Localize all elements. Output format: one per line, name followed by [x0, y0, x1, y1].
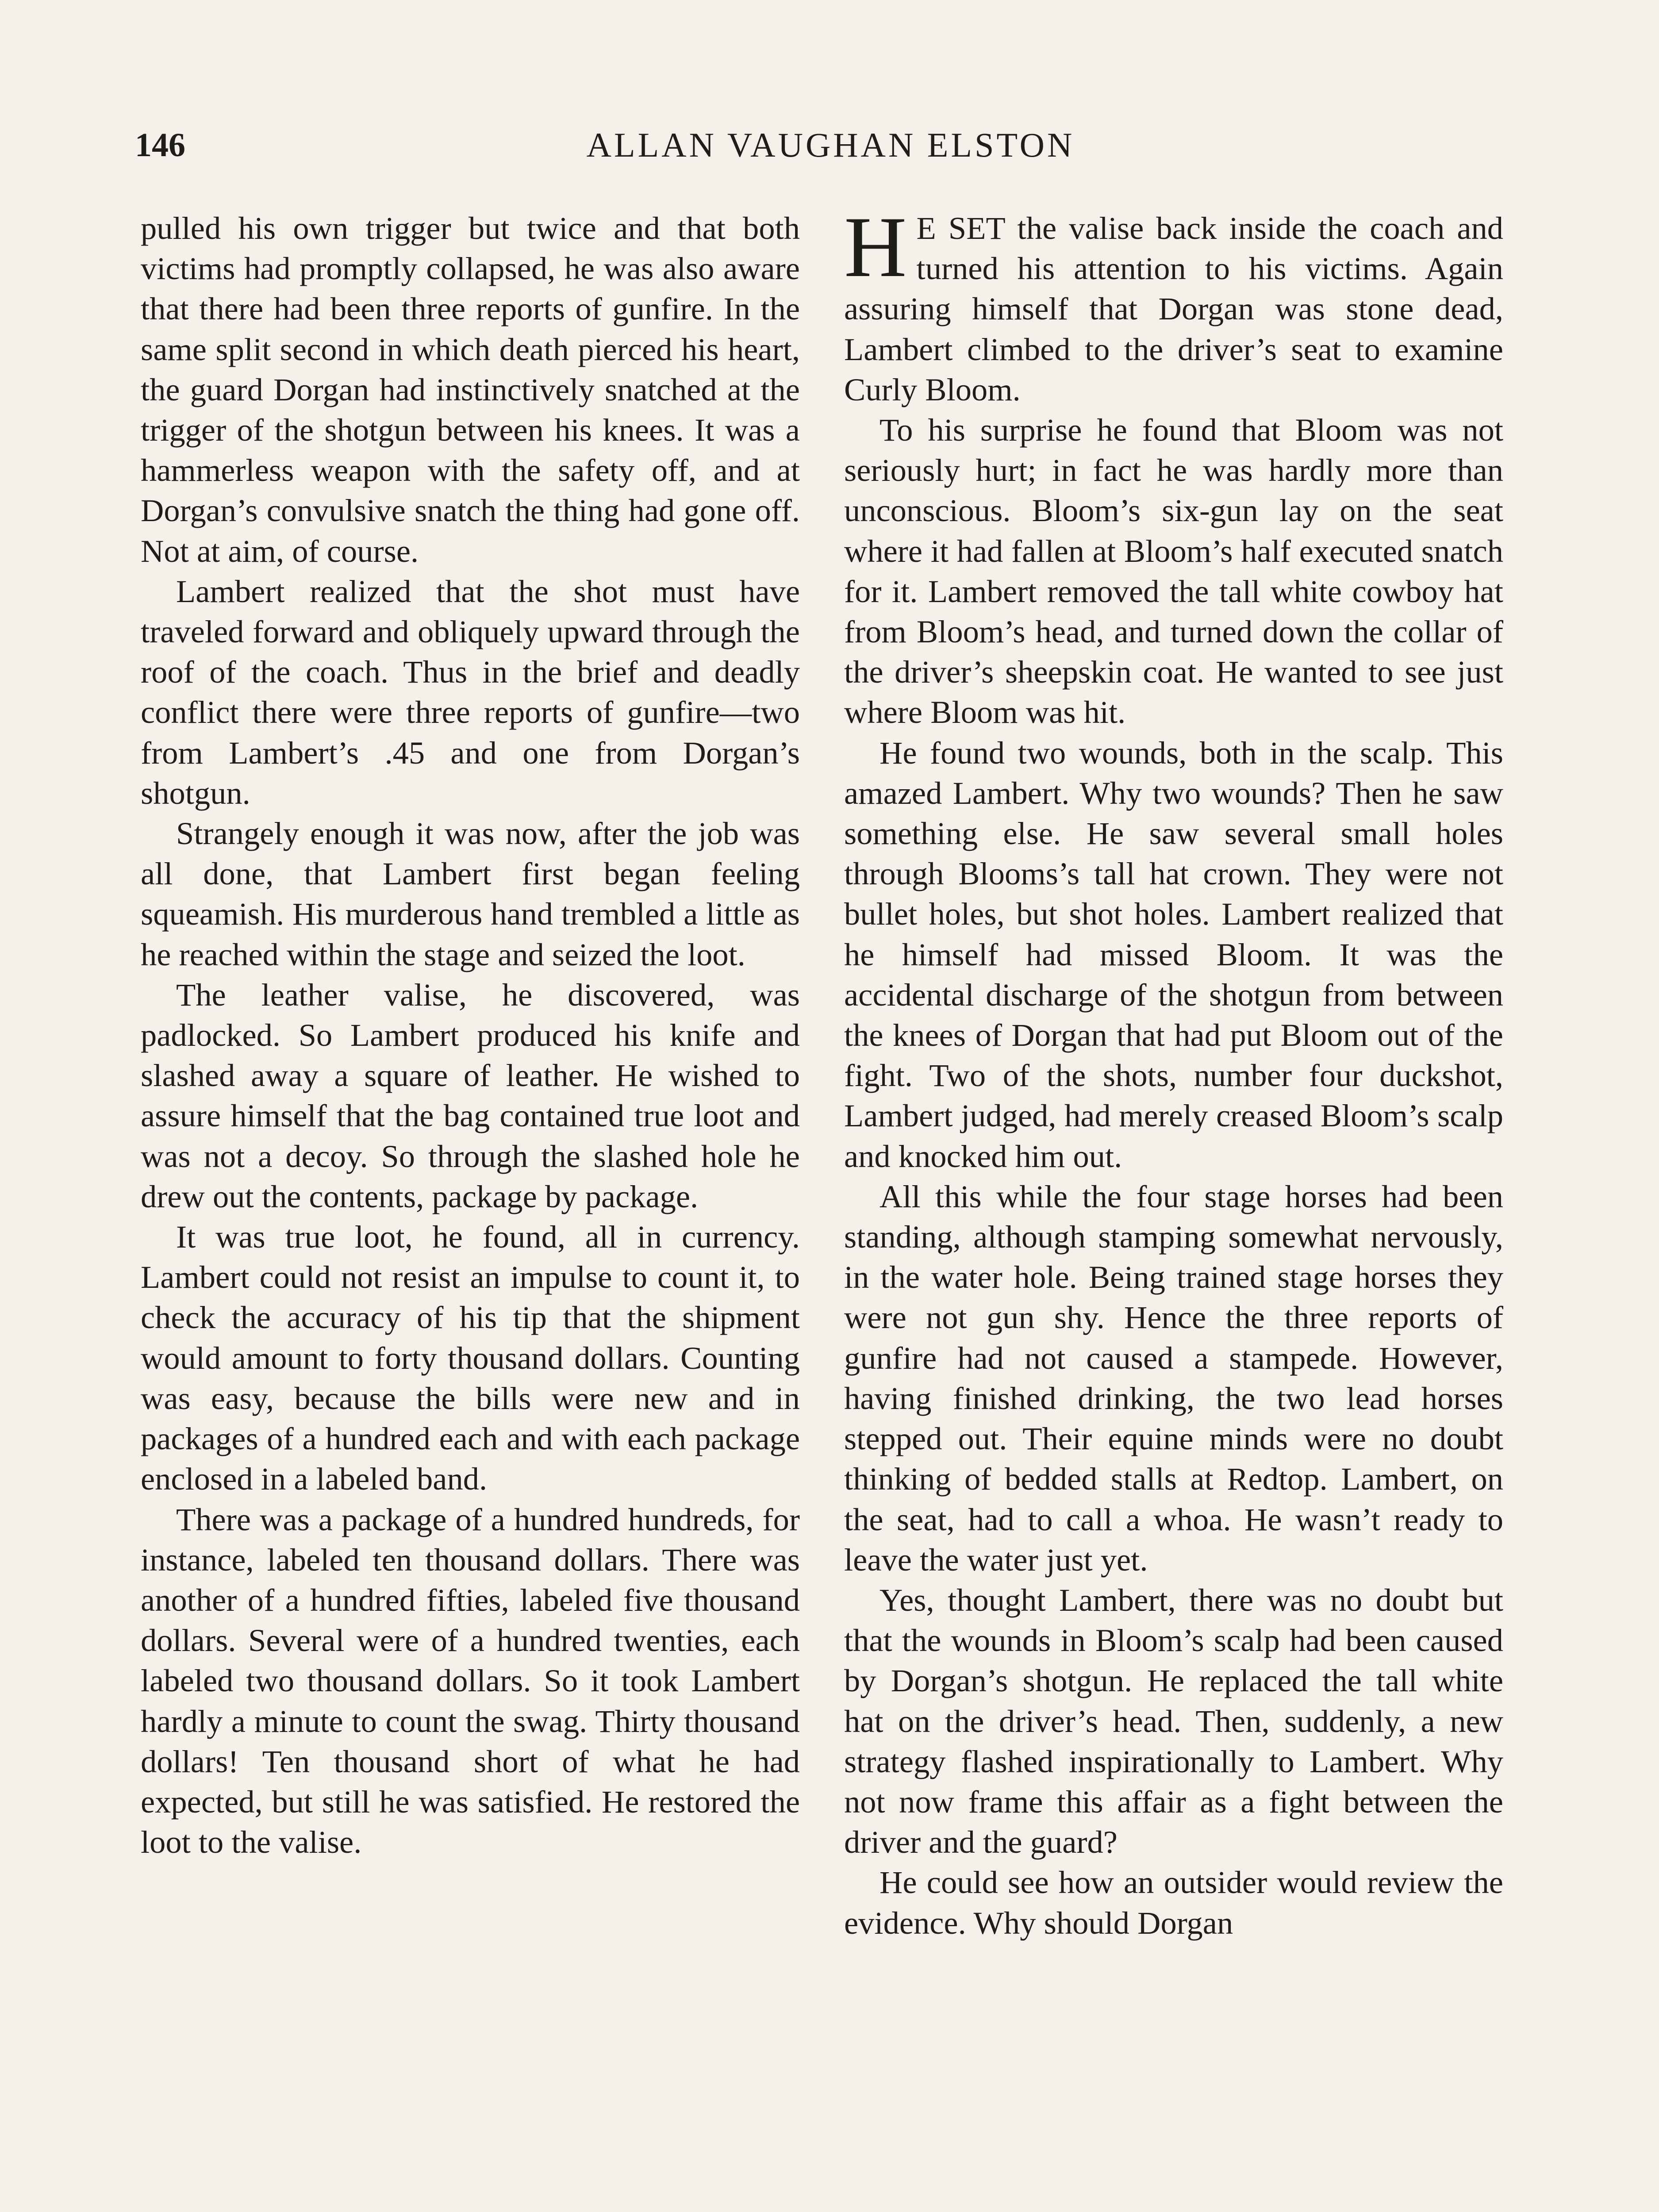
drop-cap: H [844, 208, 907, 295]
paragraph: It was true loot, he found, all in currency. Lambert could not resist an impulse to count it, to check the accuracy of his tip that the shipment would amount to forty thousand dollars. Counting was easy, because the bills were new and in packages of a hundred each and with each package enclosed in a labeled band. [141, 1219, 800, 1497]
paragraph: Lambert realized that the shot must have traveled forward and obliquely upward through the roof of the coach. Thus in the brief and deadly conflict there were three reports of gunfire—two from Lambert’s .45 and one from Dorgan’s shotgun. [141, 573, 800, 811]
paragraph: Yes, thought Lambert, there was no doubt but that the wounds in Bloom’s scalp had been caused by Dorgan’s shotgun. He replaced the tall white hat on the driver’s head. Then, suddenly, a new strategy flashed inspirationally to Lambert. Why not now frame this affair as a fight between the driver and the guard? [844, 1582, 1503, 1860]
page-number: 146 [135, 127, 185, 164]
opening-text: E SET the valise back inside the coach and turned his attention to his victims. Again assuring himself that Dorgan was stone dead, Lambert climbed to the driver’s seat to examine Curly Bloom. [844, 210, 1503, 407]
paragraph: All this while the four stage horses had been standing, although stamping somewhat nervously, in the water hole. Being trained stage horses they were not gun shy. Hence the three reports of gunfire had not caused a stampede. However, having finished drinking, the two lead horses stepped out. Their equine minds were no doubt thinking of bedded stalls at Redtop. Lambert, on the seat, had to call a whoa. He wasn’t ready to leave the water just yet. [844, 1178, 1503, 1578]
running-title: ALLAN VAUGHAN ELSTON [586, 126, 1075, 164]
page-header [135, 122, 1526, 170]
left-text-column [141, 208, 800, 2212]
right-text-column [844, 208, 1503, 2212]
paragraph: To his surprise he found that Bloom was not seriously hurt; in fact he was hardly more than unconscious. Bloom’s six-gun lay on the seat where it had fallen at Bloom’s half executed snatch for it. Lambert removed the tall white cowboy hat from Bloom’s head, and turned down the collar of the driver’s sheepskin coat. He wanted to see just where Bloom was hit. [844, 412, 1503, 730]
paragraph: He could see how an outsider would review the evidence. Why should Dorgan [844, 1864, 1503, 1941]
paragraph: Strangely enough it was now, after the job was all done, that Lambert first began feeling squeamish. His murderous hand trembled a little as he reached within the stage and seized the loot. [141, 815, 800, 972]
paragraph: The leather valise, he discovered, was padlocked. So Lambert produced his knife and slashed away a square of leather. He wished to assure himself that the bag contained true loot and was not a decoy. So through the slashed hole he drew out the contents, package by package. [141, 976, 800, 1214]
paragraph: There was a package of a hundred hundreds, for instance, labeled ten thousand dollars. There was another of a hundred fifties, labeled five thousand dollars. Several were of a hundred twenties, each labeled two thousand dollars. So it took Lambert hardly a minute to count the swag. Thirty thousand dollars! Ten thousand short of what he had expected, but still he was satisfied. He restored the loot to the valise. [141, 1501, 800, 1860]
paragraph: He found two wounds, both in the scalp. This amazed Lambert. Why two wounds? Then he saw something else. He saw several small holes through Blooms’s tall hat crown. They were not bullet holes, but shot holes. Lambert realized that he himself had missed Bloom. It was the accidental discharge of the shotgun from between the knees of Dorgan that had put Bloom out of the fight. Two of the shots, number four duckshot, Lambert judged, had merely creased Bloom’s scalp and knocked him out. [844, 734, 1503, 1174]
section-opening-paragraph [844, 208, 1503, 410]
paragraph: pulled his own trigger but twice and that both victims had promptly collapsed, he was also aware that there had been three reports of gunfire. In the same split second in which death pierced his heart, the guard Dorgan had instinctively snatched at the trigger of the shotgun between his knees. It was a hammerless weapon with the safety off, and at Dorgan’s convulsive snatch the thing had gone off. Not at aim, of course. [141, 210, 800, 569]
